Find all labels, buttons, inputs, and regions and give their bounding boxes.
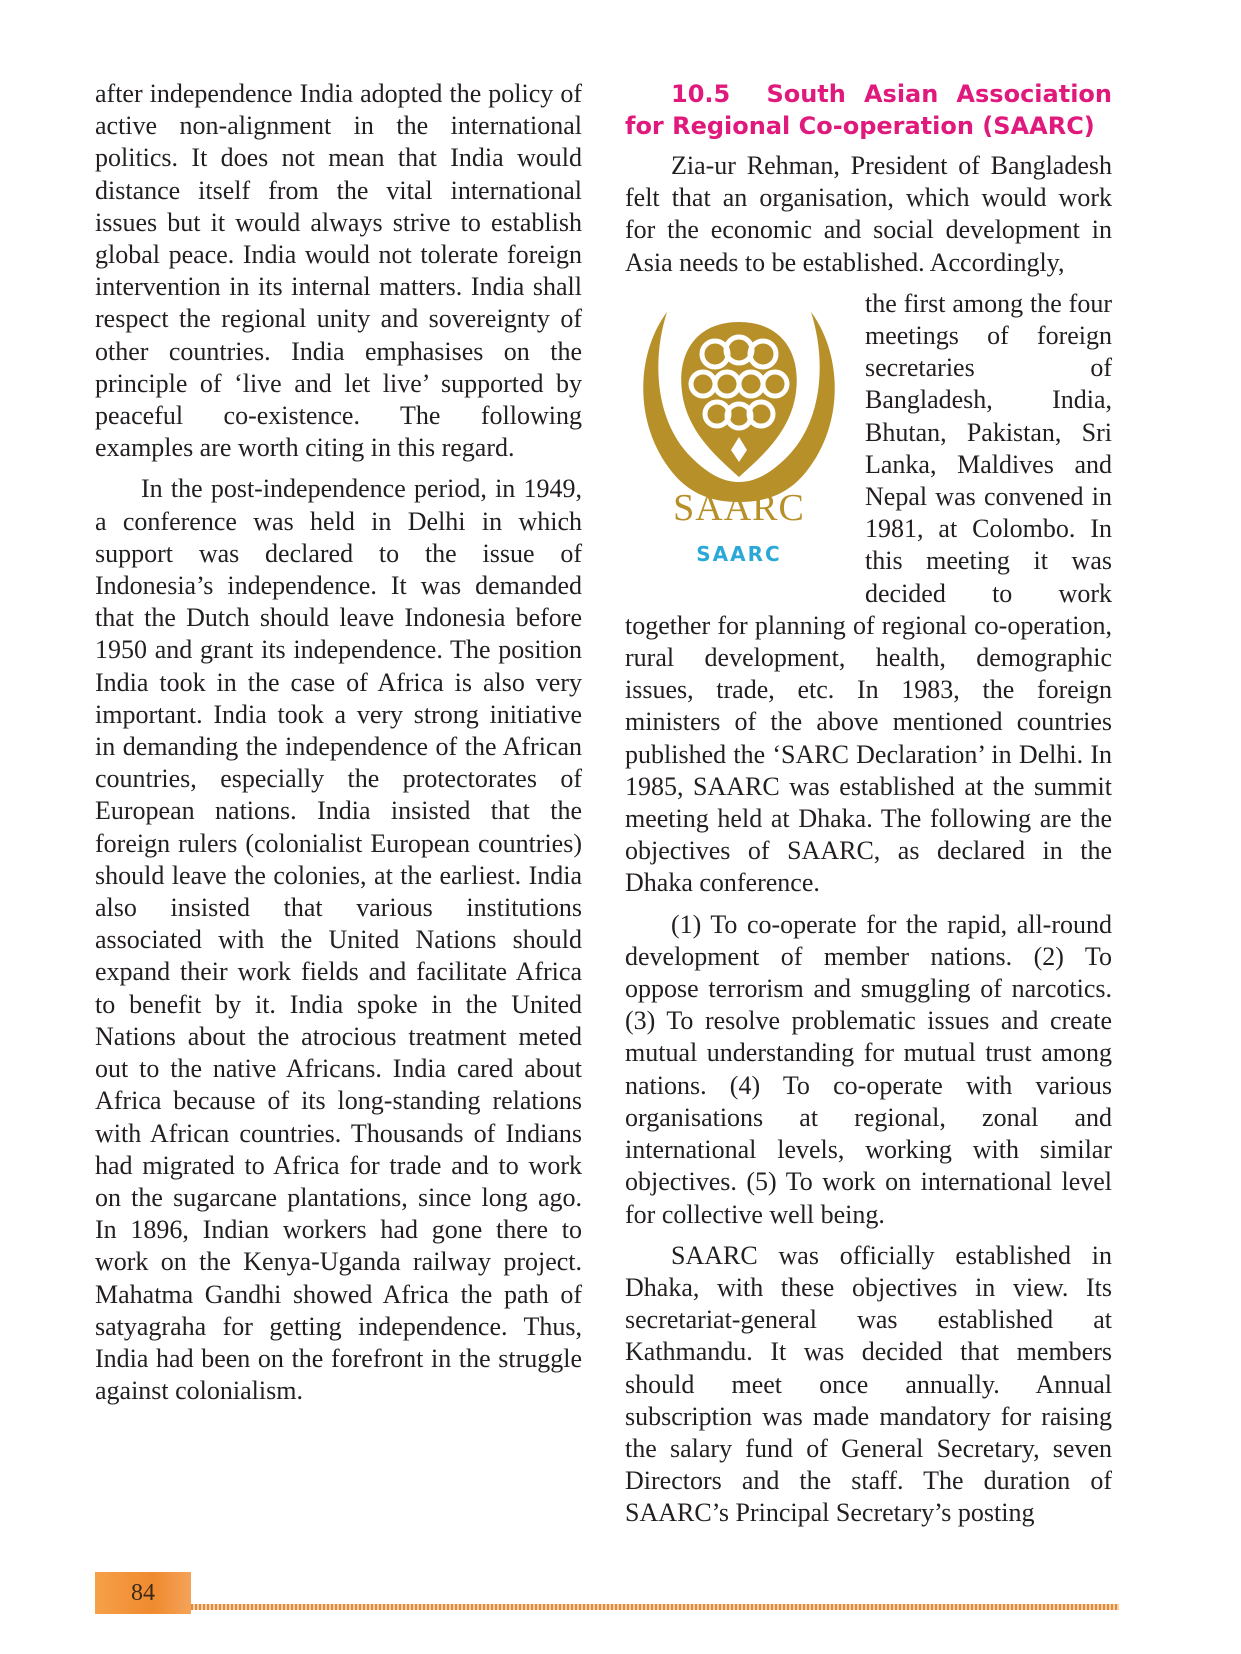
right-paragraph-2-objectives: (1) To co-operate for the rapid, all-round development of member nations. (2) To oppose terrorism and smuggling of narcotics. (3) To resolve problematic issues and create mutual understanding for mutual trust among nations. (4) To co-operate with various organisations at regional, zonal and international levels, working with similar objectives. (5) To work on international level for collective well being. <box>625 909 1112 1229</box>
section-number: 10.5 <box>671 80 731 108</box>
section-heading <box>625 78 1112 142</box>
footer-rule <box>191 1604 1119 1610</box>
section-title: South Asian Association for Regional Co-operation (SAARC) <box>625 80 1112 140</box>
right-paragraph-1-intro: Zia-ur Rehman, President of Bangladesh felt that an organisation, which would work for the economic and social development in Asia needs to be established. Accordingly, <box>625 151 1112 277</box>
saarc-logo-text: SAARC <box>673 486 805 529</box>
saarc-logo-icon <box>637 292 841 502</box>
figure-caption: SAARC <box>696 541 782 566</box>
right-column <box>625 78 1112 1539</box>
page-number: 84 <box>131 1580 155 1606</box>
right-paragraph-3: SAARC was officially established in Dhaka, with these objectives in view. Its secretariat-general was established at Kathmandu. It was decided that members should meet once annually. Annual subscription was made mandatory for raising the salary fund of General Secretary, seven Directors and the staff. The duration of SAARC’s Principal Secretary’s posting <box>625 1240 1112 1528</box>
page-number-badge <box>95 1572 191 1614</box>
left-paragraph-1: after independence India adopted the policy of active non-alignment in the international politics. It does not mean that India would distance itself from the vital international issues but it would always strive to establish global peace. India would not tolerate foreign intervention in its internal matters. India shall respect the regional unity and sovereignty of other countries. India emphasises on the principle of ‘live and let live’ supported by peaceful co-existence. The following examples are worth citing in this regard. <box>95 79 582 463</box>
left-paragraph-2: In the post-independence period, in 1949, a conference was held in Delhi in which support was declared to the issue of Indonesia’s independence. It was demanded that the Dutch should leave Indonesia before 1950 and grant its independence. The position India took in the case of Africa is also very important. India took a very strong initiative in demanding the independence of the African countries, especially the protectorates of European nations. India insisted that the foreign rulers (colonialist European countries) should leave the colonies, at the earliest. India also insisted that various institutions associated with the United Nations should expand their work fields and facilitate Africa to benefit by it. India spoke in the United Nations about the atrocious treatment meted out to the native Africans. India cared about Africa because of its long-standing relations with African countries. Thousands of Indians had migrated to Africa for trade and to work on the sugarcane plantations, since long ago. In 1896, Indian workers had gone there to work on the Kenya-Uganda railway project. Mahatma Gandhi showed Africa the path of satyagraha for getting independence. Thus, India had been on the forefront in the struggle against colonialism. <box>95 474 582 1406</box>
saarc-logo-figure <box>625 292 853 582</box>
right-paragraph-1-continued: the first among the four meetings of foreign secretaries of Bangladesh, India, Bhutan, Pakistan, Sri Lanka, Maldives and Nepal was convened in 1981, at Colombo. In this meeting it was decided to work together for planning of regional co-operation, rural development, health, demographic issues, trade, etc. In 1983, the foreign ministers of the above mentioned countries published the ‘SARC Declaration’ in Delhi. In 1985, SAARC was established at the summit meeting held at Dhaka. The following are the objectives of SAARC, as declared in the Dhaka conference. <box>625 288 1112 898</box>
left-column <box>95 78 582 1416</box>
